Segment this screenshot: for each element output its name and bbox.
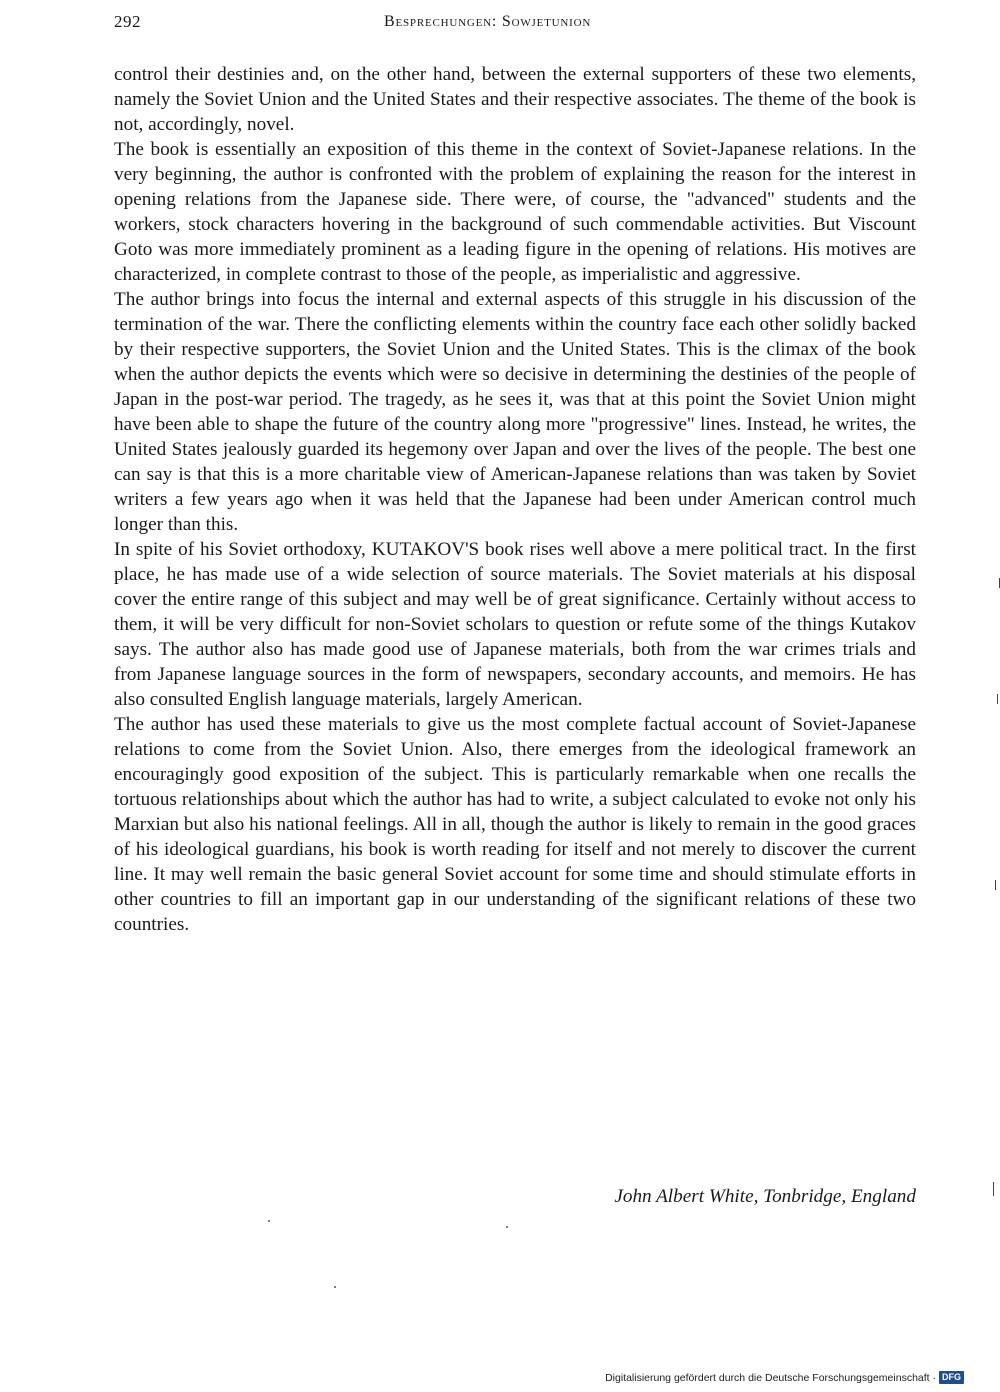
paragraph: control their destinies and, on the other hand, between the external supporters of these two elements, namely the Soviet Union and the United States and their respective associates. The theme of the book is not, accordingly, novel. xyxy=(114,64,916,135)
scan-margin-mark xyxy=(997,694,998,704)
paragraph: The book is essentially an exposition of this theme in the context of Soviet-Japanese relations. In the very beginning, the author is confronted with the problem of explaining the reason for the interest in opening relations from the Japanese side. There were, of course, the "advanced" students and the workers, stock characters hovering in the background of such commendable activities. But Viscount Goto was more immediately prominent as a leading figure in the opening of relations. His motives are characterized, in complete contrast to those of the people, as imperialistic and aggressive. xyxy=(114,139,916,285)
scan-margin-mark xyxy=(995,880,996,890)
running-head: Besprechungen: Sowjetunion xyxy=(384,13,592,30)
paragraph: In spite of his Soviet orthodoxy, KUTAKOV'S book rises well above a mere political tract. In the first place, he has made use of a wide selection of source materials. The Soviet materials at his disposal cover the entire range of this subject and may well be of great significance. Certainly without access to them, it will be very difficult for non-Soviet scholars to question or refute some of the things Kutakov says. The author also has made good use of Japanese materials, both from the war crimes trials and from Japanese language sources in the form of newspapers, secondary accounts, and memoirs. He has also consulted English language materials, largely American. xyxy=(114,539,916,710)
scan-speck xyxy=(506,1226,508,1228)
page-number: 292 xyxy=(114,12,141,31)
dfg-logo: DFG xyxy=(939,1371,964,1384)
scan-speck xyxy=(268,1220,270,1222)
paragraph: The author has used these materials to give us the most complete factual account of Soviet-Japanese relations to come from the Soviet Union. Also, there emerges from the ideological framework an encouragingly good exposition of the subject. This is particularly remarkable when one recalls the tortuous relationships about which the author has had to write, a subject calculated to evoke not only his Marxian but also his national feelings. All in all, though the author is likely to remain in the good graces of his ideological guardians, his book is worth reading for itself and not merely to discover the current line. It may well remain the basic general Soviet account for some time and should stimulate efforts in other countries to fill an important gap in our understanding of the significant relations of these two countries. xyxy=(114,714,916,935)
funding-note: Digitalisierung gefördert durch die Deutsche Forschungsgemeinschaft · xyxy=(605,1371,936,1384)
reviewer-signature: John Albert White, Tonbridge, England xyxy=(614,1186,916,1207)
scan-margin-mark xyxy=(993,1182,994,1196)
paragraph: The author brings into focus the internal and external aspects of this struggle in his discussion of the termination of the war. There the conflicting elements within the country face each other solidly backed by their respective supporters, the Soviet Union and the United States. This is the climax of the book when the author depicts the events which were so decisive in determining the destinies of the people of Japan in the post-war period. The tragedy, as he sees it, was that at this point the Soviet Union might have been able to shape the future of the country along more "progressive" lines. Instead, he writes, the United States jealously guarded its hegemony over Japan and over the lives of the people. The best one can say is that this is a more charitable view of American-Japanese relations than was taken by Soviet writers a few years ago when it was held that the Japanese had been under American control much longer than this. xyxy=(114,289,916,535)
funding-footer xyxy=(605,1371,964,1384)
article-body xyxy=(114,62,916,937)
scan-speck xyxy=(334,1286,336,1288)
page-header xyxy=(114,12,916,36)
